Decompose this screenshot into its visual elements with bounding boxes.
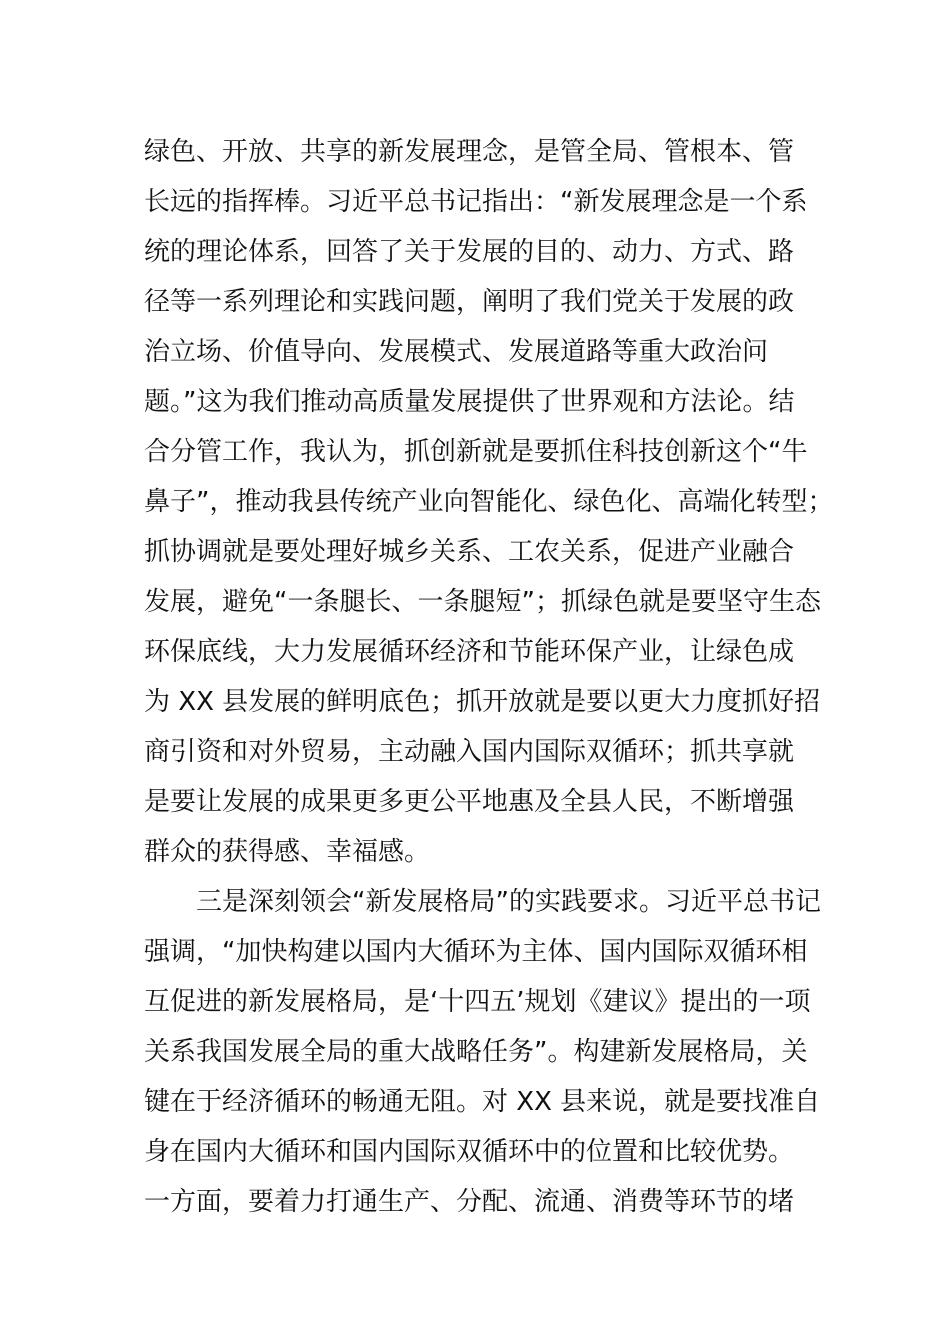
text-line-1: 绿色、开放、共享的新发展理念，是管全局、管根本、管: [144, 137, 795, 167]
text-line-2: 长远的指挥棒。习近平总书记指出：“新发展理念是一个系: [144, 187, 808, 217]
text-line-3: 统的理论体系，回答了关于发展的目的、动力、方式、路: [144, 237, 795, 267]
text-line-19: 关系我国发展全局的重大战略任务”。构建新发展格局，关: [144, 1037, 808, 1067]
text-line-16: 三是深刻领会“新发展格局”的实践要求。习近平总书记: [196, 887, 821, 917]
text-line-4: 径等一系列理论和实践问题，阐明了我们党关于发展的政: [144, 287, 795, 317]
document-body: [144, 127, 844, 1227]
text-line-15: 群众的获得感、幸福感。: [144, 837, 431, 867]
text-line-5: 治立场、价值导向、发展模式、发展道路等重大政治问: [144, 337, 769, 367]
text-line-14: 是要让发展的成果更多更公平地惠及全县人民，不断增强: [144, 787, 795, 817]
text-line-6: 题。”这为我们推动高质量发展提供了世界观和方法论。结: [144, 387, 795, 417]
text-line-9: 抓协调就是要处理好城乡关系、工农关系，促进产业融合: [144, 537, 795, 567]
text-line-10: 发展，避免“一条腿长、一条腿短”；抓绿色就是要坚守生态: [144, 587, 821, 617]
text-line-17: 强调，“加快构建以国内大循环为主体、国内国际双循环相: [144, 937, 808, 967]
text-line-8: 鼻子”，推动我县传统产业向智能化、绿色化、高端化转型；: [144, 487, 834, 517]
text-line-11: 环保底线，大力发展循环经济和节能环保产业，让绿色成: [144, 637, 795, 667]
text-line-18: 互促进的新发展格局，是‘十四五’规划《建议》提出的一项: [144, 987, 811, 1017]
text-line-21: 身在国内大循环和国内国际双循环中的位置和比较优势。: [144, 1137, 795, 1167]
text-line-22: 一方面，要着力打通生产、分配、流通、消费等环节的堵: [144, 1187, 795, 1217]
text-line-12: 为 XX 县发展的鲜明底色；抓开放就是要以更大力度抓好招: [144, 687, 821, 717]
text-line-13: 商引资和对外贸易，主动融入国内国际双循环；抓共享就: [144, 737, 795, 767]
text-line-20: 键在于经济循环的畅通无阻。对 XX 县来说，就是要找准自: [144, 1087, 821, 1117]
text-line-7: 合分管工作，我认为，抓创新就是要抓住科技创新这个“牛: [144, 437, 808, 467]
